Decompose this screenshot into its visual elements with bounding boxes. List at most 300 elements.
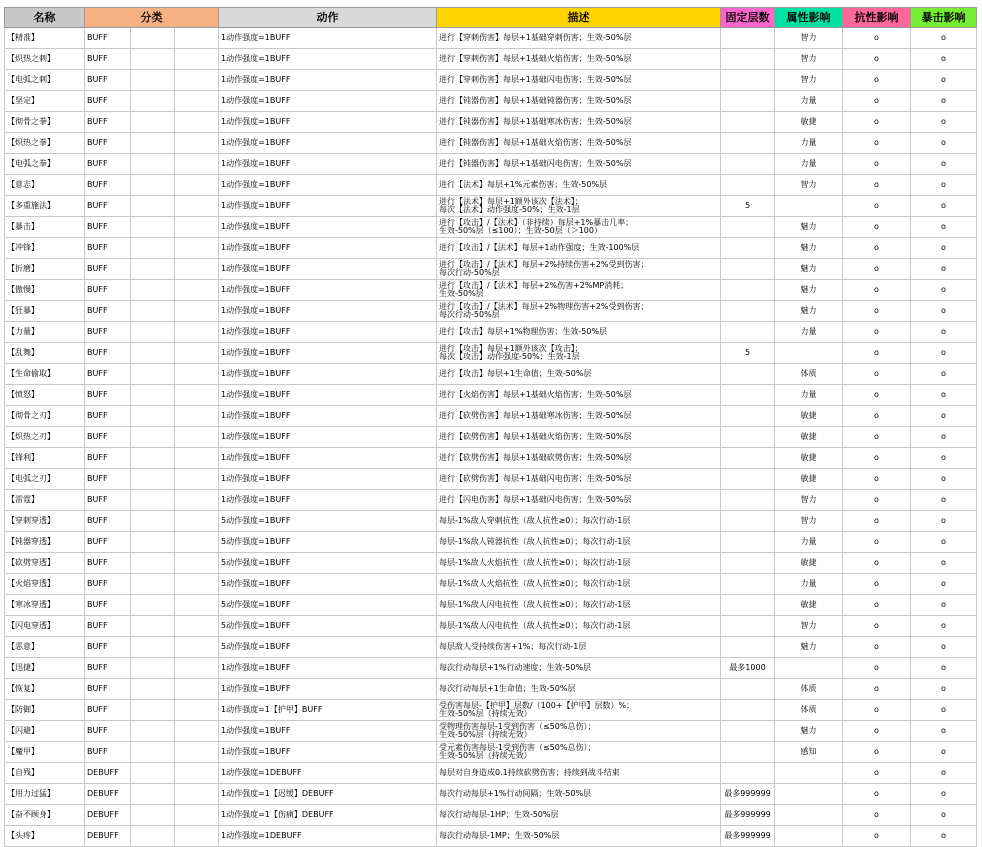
cell-resistance[interactable]: o (843, 574, 911, 595)
cell-action[interactable]: 1动作强度=1DEBUFF (219, 826, 437, 847)
cell-crit[interactable]: o (911, 805, 977, 826)
cell-attribute[interactable]: 力量 (775, 91, 843, 112)
cell-action[interactable]: 1动作强度=1BUFF (219, 343, 437, 364)
cell-empty[interactable] (131, 28, 175, 49)
cell-category[interactable]: BUFF (85, 49, 131, 70)
cell-crit[interactable]: o (911, 700, 977, 721)
cell-empty[interactable] (175, 742, 219, 763)
cell-resistance[interactable]: o (843, 826, 911, 847)
cell-fixed-layers[interactable] (721, 574, 775, 595)
cell-empty[interactable] (131, 343, 175, 364)
cell-action[interactable]: 1动作强度=1BUFF (219, 406, 437, 427)
cell-empty[interactable] (175, 616, 219, 637)
cell-category[interactable]: BUFF (85, 385, 131, 406)
cell-action[interactable]: 5动作强度=1BUFF (219, 574, 437, 595)
cell-empty[interactable] (131, 742, 175, 763)
cell-name[interactable]: 【暴击】 (5, 217, 85, 238)
cell-action[interactable]: 5动作强度=1BUFF (219, 616, 437, 637)
cell-empty[interactable] (131, 616, 175, 637)
cell-crit[interactable]: o (911, 217, 977, 238)
cell-empty[interactable] (131, 196, 175, 217)
cell-fixed-layers[interactable] (721, 700, 775, 721)
cell-attribute[interactable]: 感知 (775, 742, 843, 763)
cell-category[interactable]: DEBUFF (85, 805, 131, 826)
cell-name[interactable]: 【傲慢】 (5, 280, 85, 301)
cell-action[interactable]: 1动作强度=1BUFF (219, 322, 437, 343)
cell-empty[interactable] (131, 700, 175, 721)
cell-resistance[interactable]: o (843, 742, 911, 763)
cell-description[interactable] (437, 490, 721, 511)
cell-name[interactable]: 【防御】 (5, 700, 85, 721)
cell-resistance[interactable]: o (843, 595, 911, 616)
cell-resistance[interactable]: o (843, 196, 911, 217)
cell-fixed-layers[interactable]: 最多999999 (721, 805, 775, 826)
cell-crit[interactable]: o (911, 637, 977, 658)
cell-attribute[interactable]: 敏捷 (775, 595, 843, 616)
cell-action[interactable]: 5动作强度=1BUFF (219, 553, 437, 574)
cell-category[interactable]: BUFF (85, 175, 131, 196)
cell-fixed-layers[interactable] (721, 763, 775, 784)
cell-name[interactable]: 【闪电穿透】 (5, 616, 85, 637)
cell-category[interactable]: DEBUFF (85, 763, 131, 784)
cell-action[interactable]: 1动作强度=1【伤痛】DEBUFF (219, 805, 437, 826)
cell-description[interactable] (437, 343, 721, 364)
cell-category[interactable]: BUFF (85, 721, 131, 742)
cell-action[interactable]: 1动作强度=1BUFF (219, 238, 437, 259)
cell-action[interactable]: 1动作强度=1BUFF (219, 70, 437, 91)
cell-crit[interactable]: o (911, 490, 977, 511)
cell-name[interactable]: 【锋利】 (5, 448, 85, 469)
cell-empty[interactable] (131, 238, 175, 259)
cell-name[interactable]: 【自残】 (5, 763, 85, 784)
cell-description[interactable] (437, 406, 721, 427)
cell-category[interactable]: BUFF (85, 28, 131, 49)
cell-empty[interactable] (175, 133, 219, 154)
cell-name[interactable]: 【恶意】 (5, 637, 85, 658)
cell-crit[interactable]: o (911, 448, 977, 469)
cell-empty[interactable] (175, 763, 219, 784)
cell-name[interactable]: 【砍劈穿透】 (5, 553, 85, 574)
cell-description[interactable] (437, 700, 721, 721)
cell-category[interactable]: BUFF (85, 448, 131, 469)
cell-empty[interactable] (131, 553, 175, 574)
cell-name[interactable]: 【炽热之刃】 (5, 427, 85, 448)
cell-fixed-layers[interactable] (721, 175, 775, 196)
cell-action[interactable]: 1动作强度=1BUFF (219, 490, 437, 511)
cell-resistance[interactable]: o (843, 805, 911, 826)
cell-empty[interactable] (175, 427, 219, 448)
cell-name[interactable]: 【迅捷】 (5, 658, 85, 679)
cell-attribute[interactable]: 魅力 (775, 238, 843, 259)
cell-empty[interactable] (175, 406, 219, 427)
cell-category[interactable]: BUFF (85, 553, 131, 574)
cell-action[interactable]: 1动作强度=1BUFF (219, 175, 437, 196)
cell-fixed-layers[interactable] (721, 238, 775, 259)
cell-empty[interactable] (131, 217, 175, 238)
cell-category[interactable]: BUFF (85, 301, 131, 322)
cell-attribute[interactable] (775, 805, 843, 826)
header-resistance[interactable]: 抗性影响 (843, 8, 911, 28)
cell-description[interactable] (437, 721, 721, 742)
cell-attribute[interactable]: 魅力 (775, 637, 843, 658)
cell-resistance[interactable]: o (843, 784, 911, 805)
cell-crit[interactable]: o (911, 154, 977, 175)
cell-action[interactable]: 1动作强度=1BUFF (219, 28, 437, 49)
cell-attribute[interactable] (775, 784, 843, 805)
cell-name[interactable]: 【雷霆】 (5, 490, 85, 511)
cell-empty[interactable] (131, 679, 175, 700)
cell-resistance[interactable]: o (843, 364, 911, 385)
cell-action[interactable]: 5动作强度=1BUFF (219, 532, 437, 553)
cell-empty[interactable] (175, 784, 219, 805)
cell-resistance[interactable]: o (843, 658, 911, 679)
cell-empty[interactable] (131, 805, 175, 826)
cell-fixed-layers[interactable] (721, 133, 775, 154)
cell-empty[interactable] (131, 784, 175, 805)
cell-name[interactable]: 【头疼】 (5, 826, 85, 847)
cell-name[interactable]: 【用力过猛】 (5, 784, 85, 805)
cell-empty[interactable] (175, 49, 219, 70)
cell-action[interactable]: 1动作强度=1BUFF (219, 259, 437, 280)
cell-empty[interactable] (131, 406, 175, 427)
cell-category[interactable]: BUFF (85, 238, 131, 259)
cell-crit[interactable]: o (911, 301, 977, 322)
cell-name[interactable]: 【魔甲】 (5, 742, 85, 763)
header-category[interactable]: 分类 (85, 8, 219, 28)
cell-crit[interactable]: o (911, 322, 977, 343)
cell-attribute[interactable]: 智力 (775, 616, 843, 637)
cell-resistance[interactable]: o (843, 238, 911, 259)
cell-resistance[interactable]: o (843, 448, 911, 469)
cell-description[interactable] (437, 322, 721, 343)
cell-empty[interactable] (175, 574, 219, 595)
cell-crit[interactable]: o (911, 280, 977, 301)
cell-fixed-layers[interactable]: 5 (721, 196, 775, 217)
cell-attribute[interactable]: 体质 (775, 700, 843, 721)
cell-description[interactable] (437, 805, 721, 826)
cell-resistance[interactable]: o (843, 637, 911, 658)
cell-crit[interactable]: o (911, 196, 977, 217)
cell-empty[interactable] (175, 259, 219, 280)
cell-fixed-layers[interactable] (721, 595, 775, 616)
cell-name[interactable]: 【寒冰穿透】 (5, 595, 85, 616)
cell-action[interactable]: 1动作强度=1BUFF (219, 364, 437, 385)
cell-fixed-layers[interactable] (721, 679, 775, 700)
cell-description[interactable] (437, 658, 721, 679)
cell-action[interactable]: 5动作强度=1BUFF (219, 637, 437, 658)
cell-resistance[interactable]: o (843, 112, 911, 133)
cell-resistance[interactable]: o (843, 343, 911, 364)
cell-resistance[interactable]: o (843, 217, 911, 238)
cell-resistance[interactable]: o (843, 49, 911, 70)
cell-description[interactable] (437, 259, 721, 280)
cell-attribute[interactable]: 智力 (775, 28, 843, 49)
cell-action[interactable]: 1动作强度=1BUFF (219, 679, 437, 700)
cell-empty[interactable] (131, 574, 175, 595)
cell-category[interactable]: BUFF (85, 679, 131, 700)
cell-description[interactable] (437, 49, 721, 70)
cell-action[interactable]: 1动作强度=1BUFF (219, 469, 437, 490)
cell-fixed-layers[interactable] (721, 427, 775, 448)
cell-empty[interactable] (175, 553, 219, 574)
cell-crit[interactable]: o (911, 49, 977, 70)
cell-category[interactable]: BUFF (85, 406, 131, 427)
cell-crit[interactable]: o (911, 826, 977, 847)
cell-fixed-layers[interactable] (721, 28, 775, 49)
cell-empty[interactable] (175, 112, 219, 133)
cell-empty[interactable] (131, 70, 175, 91)
cell-description[interactable] (437, 133, 721, 154)
cell-attribute[interactable]: 魅力 (775, 280, 843, 301)
cell-description[interactable] (437, 595, 721, 616)
cell-category[interactable]: DEBUFF (85, 826, 131, 847)
cell-category[interactable]: BUFF (85, 574, 131, 595)
cell-description[interactable] (437, 679, 721, 700)
cell-crit[interactable]: o (911, 742, 977, 763)
cell-resistance[interactable]: o (843, 469, 911, 490)
cell-fixed-layers[interactable] (721, 511, 775, 532)
cell-action[interactable]: 1动作强度=1BUFF (219, 301, 437, 322)
cell-empty[interactable] (175, 91, 219, 112)
cell-empty[interactable] (131, 427, 175, 448)
cell-category[interactable]: BUFF (85, 259, 131, 280)
cell-category[interactable]: BUFF (85, 742, 131, 763)
cell-resistance[interactable]: o (843, 721, 911, 742)
cell-action[interactable]: 1动作强度=1BUFF (219, 133, 437, 154)
cell-description[interactable] (437, 826, 721, 847)
cell-crit[interactable]: o (911, 238, 977, 259)
cell-fixed-layers[interactable]: 最多999999 (721, 826, 775, 847)
cell-action[interactable]: 5动作强度=1BUFF (219, 511, 437, 532)
cell-attribute[interactable]: 智力 (775, 175, 843, 196)
cell-action[interactable]: 1动作强度=1BUFF (219, 280, 437, 301)
cell-attribute[interactable]: 魅力 (775, 259, 843, 280)
cell-fixed-layers[interactable] (721, 70, 775, 91)
cell-resistance[interactable]: o (843, 490, 911, 511)
cell-fixed-layers[interactable] (721, 217, 775, 238)
cell-action[interactable]: 1动作强度=1DEBUFF (219, 763, 437, 784)
cell-action[interactable]: 1动作强度=1BUFF (219, 448, 437, 469)
cell-description[interactable] (437, 364, 721, 385)
cell-crit[interactable]: o (911, 763, 977, 784)
cell-attribute[interactable]: 魅力 (775, 721, 843, 742)
cell-empty[interactable] (175, 679, 219, 700)
cell-empty[interactable] (175, 595, 219, 616)
cell-empty[interactable] (131, 112, 175, 133)
cell-crit[interactable]: o (911, 91, 977, 112)
cell-fixed-layers[interactable] (721, 553, 775, 574)
cell-fixed-layers[interactable] (721, 616, 775, 637)
cell-attribute[interactable] (775, 658, 843, 679)
cell-resistance[interactable]: o (843, 280, 911, 301)
cell-crit[interactable]: o (911, 70, 977, 91)
cell-fixed-layers[interactable] (721, 637, 775, 658)
cell-empty[interactable] (131, 763, 175, 784)
cell-attribute[interactable] (775, 826, 843, 847)
cell-resistance[interactable]: o (843, 154, 911, 175)
cell-category[interactable]: BUFF (85, 196, 131, 217)
cell-resistance[interactable]: o (843, 322, 911, 343)
cell-crit[interactable]: o (911, 469, 977, 490)
cell-description[interactable] (437, 616, 721, 637)
cell-category[interactable]: DEBUFF (85, 784, 131, 805)
cell-crit[interactable]: o (911, 343, 977, 364)
cell-fixed-layers[interactable] (721, 448, 775, 469)
cell-attribute[interactable]: 智力 (775, 49, 843, 70)
cell-category[interactable]: BUFF (85, 133, 131, 154)
cell-empty[interactable] (131, 490, 175, 511)
cell-description[interactable] (437, 175, 721, 196)
cell-name[interactable]: 【精准】 (5, 28, 85, 49)
cell-resistance[interactable]: o (843, 70, 911, 91)
header-description[interactable]: 描述 (437, 8, 721, 28)
cell-description[interactable] (437, 784, 721, 805)
cell-empty[interactable] (175, 721, 219, 742)
cell-description[interactable] (437, 469, 721, 490)
cell-fixed-layers[interactable] (721, 469, 775, 490)
cell-description[interactable] (437, 385, 721, 406)
cell-description[interactable] (437, 448, 721, 469)
cell-crit[interactable]: o (911, 616, 977, 637)
cell-resistance[interactable]: o (843, 427, 911, 448)
cell-attribute[interactable]: 力量 (775, 322, 843, 343)
cell-empty[interactable] (175, 805, 219, 826)
cell-description[interactable] (437, 154, 721, 175)
cell-category[interactable]: BUFF (85, 532, 131, 553)
cell-description[interactable] (437, 301, 721, 322)
cell-empty[interactable] (131, 658, 175, 679)
cell-crit[interactable]: o (911, 175, 977, 196)
cell-attribute[interactable] (775, 196, 843, 217)
cell-category[interactable]: BUFF (85, 700, 131, 721)
cell-fixed-layers[interactable] (721, 742, 775, 763)
cell-empty[interactable] (175, 511, 219, 532)
cell-fixed-layers[interactable]: 最多1000 (721, 658, 775, 679)
cell-name[interactable]: 【生命偷取】 (5, 364, 85, 385)
cell-name[interactable]: 【坚定】 (5, 91, 85, 112)
cell-fixed-layers[interactable] (721, 364, 775, 385)
cell-name[interactable]: 【火焰穿透】 (5, 574, 85, 595)
cell-description[interactable] (437, 532, 721, 553)
cell-description[interactable] (437, 217, 721, 238)
cell-empty[interactable] (131, 469, 175, 490)
cell-resistance[interactable]: o (843, 175, 911, 196)
cell-description[interactable] (437, 28, 721, 49)
cell-attribute[interactable]: 敏捷 (775, 427, 843, 448)
cell-empty[interactable] (175, 238, 219, 259)
cell-resistance[interactable]: o (843, 91, 911, 112)
cell-action[interactable]: 1动作强度=1BUFF (219, 658, 437, 679)
cell-attribute[interactable]: 力量 (775, 385, 843, 406)
cell-crit[interactable]: o (911, 721, 977, 742)
cell-resistance[interactable]: o (843, 763, 911, 784)
cell-empty[interactable] (131, 448, 175, 469)
cell-crit[interactable]: o (911, 595, 977, 616)
cell-fixed-layers[interactable] (721, 91, 775, 112)
cell-crit[interactable]: o (911, 364, 977, 385)
cell-attribute[interactable]: 体质 (775, 364, 843, 385)
cell-empty[interactable] (175, 658, 219, 679)
cell-empty[interactable] (175, 637, 219, 658)
cell-description[interactable] (437, 553, 721, 574)
cell-category[interactable]: BUFF (85, 637, 131, 658)
cell-category[interactable]: BUFF (85, 616, 131, 637)
cell-attribute[interactable]: 力量 (775, 574, 843, 595)
cell-empty[interactable] (175, 490, 219, 511)
cell-description[interactable] (437, 238, 721, 259)
cell-crit[interactable]: o (911, 679, 977, 700)
cell-description[interactable] (437, 637, 721, 658)
cell-empty[interactable] (175, 196, 219, 217)
cell-name[interactable]: 【闪避】 (5, 721, 85, 742)
cell-empty[interactable] (131, 175, 175, 196)
cell-description[interactable] (437, 574, 721, 595)
cell-crit[interactable]: o (911, 553, 977, 574)
cell-empty[interactable] (175, 280, 219, 301)
cell-resistance[interactable]: o (843, 616, 911, 637)
cell-empty[interactable] (175, 301, 219, 322)
cell-empty[interactable] (131, 133, 175, 154)
cell-attribute[interactable]: 智力 (775, 490, 843, 511)
cell-name[interactable]: 【愤怒】 (5, 385, 85, 406)
cell-empty[interactable] (131, 637, 175, 658)
cell-description[interactable] (437, 742, 721, 763)
cell-attribute[interactable]: 魅力 (775, 301, 843, 322)
cell-description[interactable] (437, 511, 721, 532)
cell-resistance[interactable]: o (843, 28, 911, 49)
cell-action[interactable]: 1动作强度=1BUFF (219, 112, 437, 133)
cell-attribute[interactable]: 敏捷 (775, 112, 843, 133)
cell-crit[interactable]: o (911, 112, 977, 133)
cell-name[interactable]: 【电弧之刃】 (5, 469, 85, 490)
header-fixed-layers[interactable]: 固定层数 (721, 8, 775, 28)
cell-crit[interactable]: o (911, 259, 977, 280)
cell-crit[interactable]: o (911, 406, 977, 427)
cell-fixed-layers[interactable] (721, 532, 775, 553)
header-action[interactable]: 动作 (219, 8, 437, 28)
cell-empty[interactable] (131, 511, 175, 532)
cell-action[interactable]: 5动作强度=1BUFF (219, 595, 437, 616)
cell-action[interactable]: 1动作强度=1BUFF (219, 91, 437, 112)
cell-action[interactable]: 1动作强度=1BUFF (219, 721, 437, 742)
cell-description[interactable] (437, 112, 721, 133)
cell-attribute[interactable]: 敏捷 (775, 469, 843, 490)
cell-empty[interactable] (175, 532, 219, 553)
cell-category[interactable]: BUFF (85, 364, 131, 385)
cell-category[interactable]: BUFF (85, 280, 131, 301)
cell-resistance[interactable]: o (843, 679, 911, 700)
cell-attribute[interactable] (775, 343, 843, 364)
cell-description[interactable] (437, 196, 721, 217)
cell-category[interactable]: BUFF (85, 490, 131, 511)
cell-action[interactable]: 1动作强度=1BUFF (219, 154, 437, 175)
cell-empty[interactable] (131, 259, 175, 280)
header-crit[interactable]: 暴击影响 (911, 8, 977, 28)
cell-description[interactable] (437, 70, 721, 91)
cell-empty[interactable] (175, 322, 219, 343)
cell-action[interactable]: 1动作强度=1BUFF (219, 49, 437, 70)
cell-empty[interactable] (175, 364, 219, 385)
cell-attribute[interactable]: 体质 (775, 679, 843, 700)
cell-empty[interactable] (175, 700, 219, 721)
cell-fixed-layers[interactable] (721, 490, 775, 511)
cell-empty[interactable] (131, 532, 175, 553)
cell-empty[interactable] (175, 175, 219, 196)
cell-empty[interactable] (131, 49, 175, 70)
cell-fixed-layers[interactable] (721, 112, 775, 133)
cell-resistance[interactable]: o (843, 385, 911, 406)
cell-empty[interactable] (175, 385, 219, 406)
